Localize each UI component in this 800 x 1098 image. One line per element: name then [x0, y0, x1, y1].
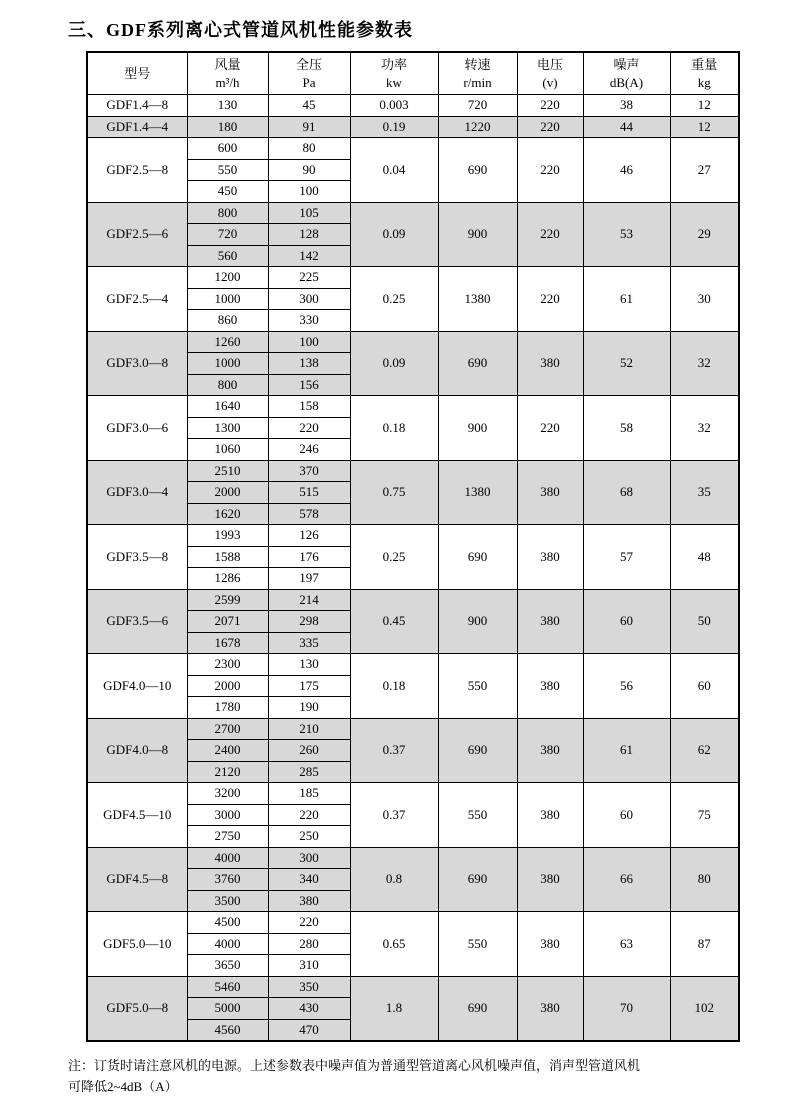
flow-cell: 4000: [187, 847, 268, 869]
model-cell: GDF3.5—6: [87, 589, 187, 654]
column-header: [187, 52, 268, 95]
flow-cell: 1620: [187, 503, 268, 525]
flow-cell: 2120: [187, 761, 268, 783]
pressure-cell: 220: [268, 912, 350, 934]
model-cell: GDF2.5—4: [87, 267, 187, 332]
column-header-label: 功率: [380, 56, 407, 72]
column-header-label: 电压: [536, 56, 563, 72]
pressure-cell: 330: [268, 310, 350, 332]
power-cell: 0.25: [350, 525, 438, 590]
table-row: [87, 202, 739, 224]
power-cell: 0.8: [350, 847, 438, 912]
voltage-cell: 380: [517, 460, 583, 525]
column-header-unit: kw: [386, 74, 402, 90]
power-cell: 0.25: [350, 267, 438, 332]
noise-cell: 66: [583, 847, 670, 912]
flow-cell: 800: [187, 374, 268, 396]
weight-cell: 102: [670, 976, 739, 1041]
table-row: [87, 525, 739, 547]
power-cell: 1.8: [350, 976, 438, 1041]
pressure-cell: 225: [268, 267, 350, 289]
speed-cell: 720: [438, 95, 517, 117]
column-header: [438, 52, 517, 95]
noise-cell: 60: [583, 589, 670, 654]
pressure-cell: 220: [268, 417, 350, 439]
pressure-cell: 300: [268, 288, 350, 310]
speed-cell: 690: [438, 331, 517, 396]
pressure-cell: 176: [268, 546, 350, 568]
pressure-cell: 300: [268, 847, 350, 869]
voltage-cell: 380: [517, 331, 583, 396]
table-row: [87, 95, 739, 117]
weight-cell: 50: [670, 589, 739, 654]
footnote-line: 注：订货时请注意风机的电源。上述参数表中噪声值为普通型管道离心风机噪声值，消声型管道风机: [68, 1058, 641, 1073]
weight-cell: 75: [670, 783, 739, 848]
power-cell: 0.19: [350, 116, 438, 138]
power-cell: 0.04: [350, 138, 438, 203]
table-row: [87, 912, 739, 934]
model-cell: GDF3.5—8: [87, 525, 187, 590]
weight-cell: 32: [670, 331, 739, 396]
pressure-cell: 578: [268, 503, 350, 525]
column-header-label: 型号: [124, 65, 151, 81]
speed-cell: 550: [438, 783, 517, 848]
flow-cell: 2000: [187, 482, 268, 504]
column-header-unit: dB(A): [609, 74, 644, 90]
column-header-unit: m³/h: [215, 74, 240, 90]
pressure-cell: 45: [268, 95, 350, 117]
voltage-cell: 380: [517, 783, 583, 848]
header-row: [87, 52, 739, 95]
flow-cell: 1000: [187, 288, 268, 310]
pressure-cell: 246: [268, 439, 350, 461]
noise-cell: 60: [583, 783, 670, 848]
model-cell: GDF5.0—10: [87, 912, 187, 977]
voltage-cell: 380: [517, 525, 583, 590]
model-cell: GDF4.0—8: [87, 718, 187, 783]
flow-cell: 1060: [187, 439, 268, 461]
column-header: [268, 52, 350, 95]
flow-cell: 600: [187, 138, 268, 160]
table-row: [87, 460, 739, 482]
flow-cell: 5000: [187, 998, 268, 1020]
weight-cell: 80: [670, 847, 739, 912]
table-row: [87, 847, 739, 869]
flow-cell: 5460: [187, 976, 268, 998]
pressure-cell: 220: [268, 804, 350, 826]
speed-cell: 550: [438, 654, 517, 719]
table-row: [87, 116, 739, 138]
column-header-label: 重量: [691, 56, 718, 72]
speed-cell: 550: [438, 912, 517, 977]
flow-cell: 2300: [187, 654, 268, 676]
pressure-cell: 185: [268, 783, 350, 805]
voltage-cell: 220: [517, 138, 583, 203]
column-header-unit: kg: [697, 74, 711, 90]
pressure-cell: 156: [268, 374, 350, 396]
voltage-cell: 380: [517, 976, 583, 1041]
pressure-cell: 126: [268, 525, 350, 547]
table-row: [87, 976, 739, 998]
table-row: [87, 396, 739, 418]
noise-cell: 61: [583, 267, 670, 332]
pressure-cell: 470: [268, 1019, 350, 1041]
weight-cell: 29: [670, 202, 739, 267]
pressure-cell: 350: [268, 976, 350, 998]
noise-cell: 57: [583, 525, 670, 590]
column-header-unit: Pa: [302, 74, 316, 90]
column-header: [87, 52, 187, 95]
noise-cell: 46: [583, 138, 670, 203]
model-cell: GDF3.0—6: [87, 396, 187, 461]
weight-cell: 30: [670, 267, 739, 332]
noise-cell: 63: [583, 912, 670, 977]
flow-cell: 3500: [187, 890, 268, 912]
voltage-cell: 220: [517, 202, 583, 267]
pressure-cell: 105: [268, 202, 350, 224]
pressure-cell: 214: [268, 589, 350, 611]
speed-cell: 900: [438, 396, 517, 461]
power-cell: 0.003: [350, 95, 438, 117]
flow-cell: 2000: [187, 675, 268, 697]
column-header: [517, 52, 583, 95]
table-header: [87, 52, 739, 95]
flow-cell: 1678: [187, 632, 268, 654]
flow-cell: 720: [187, 224, 268, 246]
pressure-cell: 138: [268, 353, 350, 375]
flow-cell: 1200: [187, 267, 268, 289]
flow-cell: 550: [187, 159, 268, 181]
pressure-cell: 130: [268, 654, 350, 676]
speed-cell: 1220: [438, 116, 517, 138]
voltage-cell: 220: [517, 95, 583, 117]
flow-cell: 4560: [187, 1019, 268, 1041]
pressure-cell: 280: [268, 933, 350, 955]
pressure-cell: 260: [268, 740, 350, 762]
flow-cell: 2071: [187, 611, 268, 633]
table-row: [87, 138, 739, 160]
flow-cell: 450: [187, 181, 268, 203]
pressure-cell: 370: [268, 460, 350, 482]
pressure-cell: 430: [268, 998, 350, 1020]
speed-cell: 1380: [438, 460, 517, 525]
power-cell: 0.09: [350, 202, 438, 267]
table-row: [87, 331, 739, 353]
model-cell: GDF1.4—8: [87, 95, 187, 117]
flow-cell: 800: [187, 202, 268, 224]
footnote: [68, 1055, 732, 1098]
flow-cell: 4500: [187, 912, 268, 934]
flow-cell: 1300: [187, 417, 268, 439]
flow-cell: 1640: [187, 396, 268, 418]
weight-cell: 62: [670, 718, 739, 783]
column-header: [583, 52, 670, 95]
column-header-label: 全压: [295, 56, 322, 72]
model-cell: GDF2.5—6: [87, 202, 187, 267]
column-header: [670, 52, 739, 95]
flow-cell: 1260: [187, 331, 268, 353]
flow-cell: 860: [187, 310, 268, 332]
pressure-cell: 250: [268, 826, 350, 848]
voltage-cell: 220: [517, 267, 583, 332]
pressure-cell: 128: [268, 224, 350, 246]
noise-cell: 38: [583, 95, 670, 117]
weight-cell: 60: [670, 654, 739, 719]
pressure-cell: 285: [268, 761, 350, 783]
speed-cell: 690: [438, 847, 517, 912]
table-row: [87, 654, 739, 676]
weight-cell: 27: [670, 138, 739, 203]
speed-cell: 690: [438, 138, 517, 203]
power-cell: 0.37: [350, 718, 438, 783]
column-header-label: 风量: [214, 56, 241, 72]
flow-cell: 1286: [187, 568, 268, 590]
performance-table: [86, 51, 740, 1042]
flow-cell: 2750: [187, 826, 268, 848]
power-cell: 0.37: [350, 783, 438, 848]
model-cell: GDF3.0—4: [87, 460, 187, 525]
model-cell: GDF5.0—8: [87, 976, 187, 1041]
speed-cell: 900: [438, 589, 517, 654]
pressure-cell: 175: [268, 675, 350, 697]
noise-cell: 70: [583, 976, 670, 1041]
speed-cell: 900: [438, 202, 517, 267]
voltage-cell: 380: [517, 589, 583, 654]
power-cell: 0.18: [350, 654, 438, 719]
speed-cell: 690: [438, 525, 517, 590]
flow-cell: 4000: [187, 933, 268, 955]
pressure-cell: 310: [268, 955, 350, 977]
power-cell: 0.18: [350, 396, 438, 461]
column-header-unit: (v): [542, 74, 558, 90]
table-row: [87, 589, 739, 611]
pressure-cell: 158: [268, 396, 350, 418]
voltage-cell: 380: [517, 847, 583, 912]
model-cell: GDF4.0—10: [87, 654, 187, 719]
voltage-cell: 380: [517, 718, 583, 783]
flow-cell: 2599: [187, 589, 268, 611]
page-title: 三、GDF系列离心式管道风机性能参数表: [68, 20, 413, 40]
flow-cell: 1588: [187, 546, 268, 568]
footnote-line: 可降低2~4dB（A）: [68, 1079, 178, 1095]
pressure-cell: 142: [268, 245, 350, 267]
table-row: [87, 267, 739, 289]
pressure-cell: 298: [268, 611, 350, 633]
noise-cell: 53: [583, 202, 670, 267]
flow-cell: 2510: [187, 460, 268, 482]
weight-cell: 32: [670, 396, 739, 461]
weight-cell: 12: [670, 95, 739, 117]
flow-cell: 560: [187, 245, 268, 267]
pressure-cell: 197: [268, 568, 350, 590]
pressure-cell: 210: [268, 718, 350, 740]
table-row: [87, 783, 739, 805]
flow-cell: 2700: [187, 718, 268, 740]
flow-cell: 3760: [187, 869, 268, 891]
column-header: [350, 52, 438, 95]
column-header-unit: r/min: [463, 74, 492, 90]
noise-cell: 58: [583, 396, 670, 461]
weight-cell: 35: [670, 460, 739, 525]
column-header-label: 转速: [464, 56, 491, 72]
flow-cell: 3650: [187, 955, 268, 977]
column-header-label: 噪声: [613, 56, 640, 72]
noise-cell: 68: [583, 460, 670, 525]
pressure-cell: 190: [268, 697, 350, 719]
flow-cell: 3000: [187, 804, 268, 826]
model-cell: GDF4.5—10: [87, 783, 187, 848]
pressure-cell: 515: [268, 482, 350, 504]
flow-cell: 1000: [187, 353, 268, 375]
table-row: [87, 718, 739, 740]
flow-cell: 2400: [187, 740, 268, 762]
power-cell: 0.65: [350, 912, 438, 977]
pressure-cell: 80: [268, 138, 350, 160]
noise-cell: 61: [583, 718, 670, 783]
speed-cell: 1380: [438, 267, 517, 332]
model-cell: GDF4.5—8: [87, 847, 187, 912]
flow-cell: 130: [187, 95, 268, 117]
model-cell: GDF3.0—8: [87, 331, 187, 396]
voltage-cell: 380: [517, 654, 583, 719]
noise-cell: 52: [583, 331, 670, 396]
pressure-cell: 91: [268, 116, 350, 138]
weight-cell: 87: [670, 912, 739, 977]
speed-cell: 690: [438, 718, 517, 783]
voltage-cell: 220: [517, 396, 583, 461]
model-cell: GDF2.5—8: [87, 138, 187, 203]
pressure-cell: 100: [268, 181, 350, 203]
document-page: [0, 16, 800, 1095]
pressure-cell: 335: [268, 632, 350, 654]
pressure-cell: 90: [268, 159, 350, 181]
noise-cell: 56: [583, 654, 670, 719]
voltage-cell: 220: [517, 116, 583, 138]
flow-cell: 3200: [187, 783, 268, 805]
weight-cell: 48: [670, 525, 739, 590]
power-cell: 0.09: [350, 331, 438, 396]
voltage-cell: 380: [517, 912, 583, 977]
pressure-cell: 380: [268, 890, 350, 912]
weight-cell: 12: [670, 116, 739, 138]
pressure-cell: 340: [268, 869, 350, 891]
power-cell: 0.75: [350, 460, 438, 525]
pressure-cell: 100: [268, 331, 350, 353]
power-cell: 0.45: [350, 589, 438, 654]
flow-cell: 180: [187, 116, 268, 138]
noise-cell: 44: [583, 116, 670, 138]
flow-cell: 1993: [187, 525, 268, 547]
model-cell: GDF1.4—4: [87, 116, 187, 138]
flow-cell: 1780: [187, 697, 268, 719]
speed-cell: 690: [438, 976, 517, 1041]
